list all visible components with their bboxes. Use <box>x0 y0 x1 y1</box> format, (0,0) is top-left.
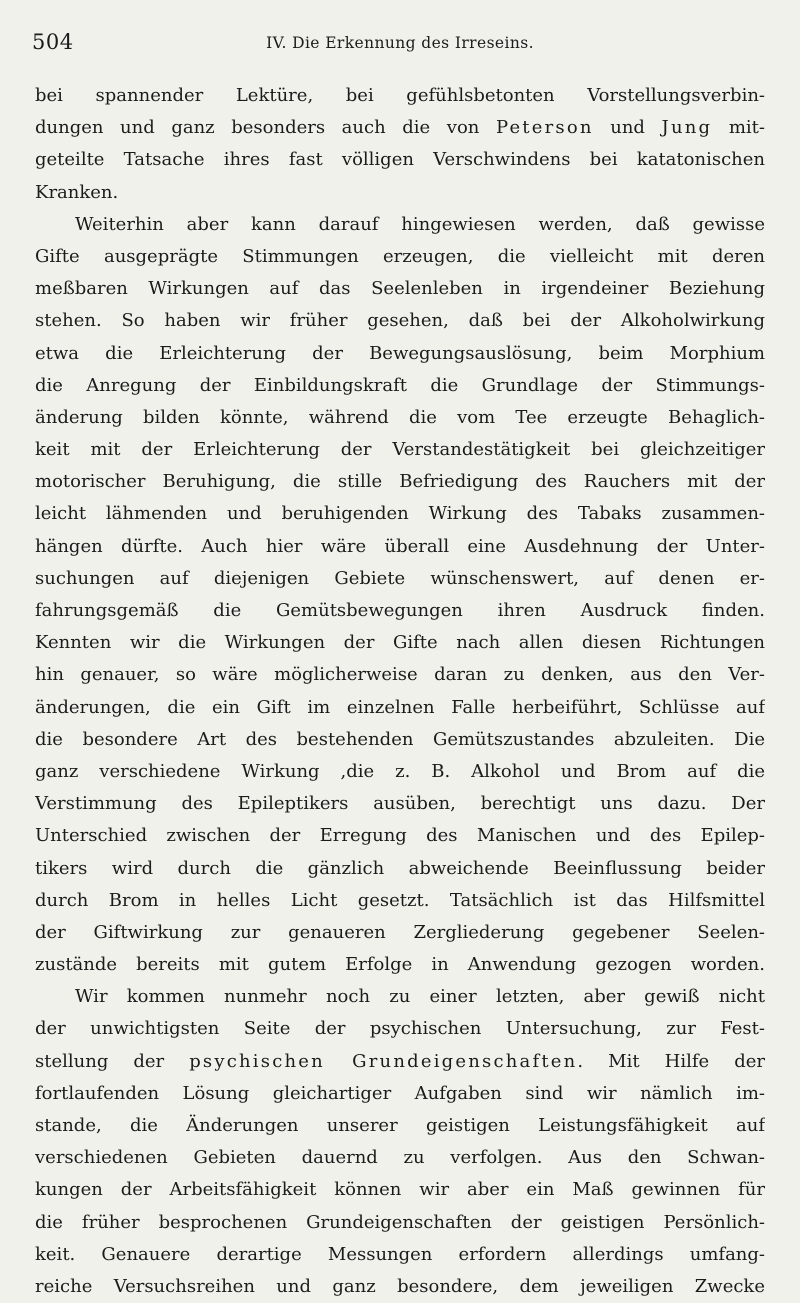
text-line: kungen der Arbeitsfähigkeit können wir aber ein Maß gewinnen für <box>35 1179 765 1201</box>
text-line: Verstimmung des Epileptikers ausüben, berechtigt uns dazu. Der <box>35 793 765 815</box>
text-line: bei spannender Lektüre, bei gefühlsbetonten Vorstellungsverbin- <box>35 85 765 106</box>
text-line: änderung bilden könnte, während die vom Tee erzeugte Behaglich- <box>35 406 765 428</box>
text-line: Gifte ausgeprägte Stimmungen erzeugen, die vielleicht mit deren <box>35 245 765 267</box>
text-line: durch Brom in helles Licht gesetzt. Tatsächlich ist das Hilfsmittel <box>35 889 765 911</box>
text-line-with-term: stellung der psychischen Grundeigenschaften. Mit Hilfe der <box>35 1050 765 1072</box>
text-line: die früher besprochenen Grundeigenschaften der geistigen Persönlich- <box>35 1211 765 1233</box>
text-line: tikers wird durch die gänzlich abweichende Beeinflussung beider <box>35 857 765 879</box>
text-line: reiche Versuchsreihen und ganz besondere, dem jeweiligen Zwecke <box>35 1275 765 1297</box>
text-line: der unwichtigsten Seite der psychischen Untersuchung, zur Fest- <box>35 1018 765 1040</box>
text-line: die Anregung der Einbildungskraft die Grundlage der Stimmungs- <box>35 374 765 396</box>
paragraph-start: Wir kommen nunmehr noch zu einer letzten, aber gewiß nicht <box>75 986 765 1008</box>
page-header <box>32 30 768 60</box>
author-name-peterson: Peterson <box>495 117 594 139</box>
emphasized-term: psychischen Grundeigenschaften <box>189 1050 578 1072</box>
author-name-jung: Jung <box>661 117 713 139</box>
text-line: der Giftwirkung zur genaueren Zergliederung gegebener Seelen- <box>35 921 765 943</box>
text-line: zustände bereits mit gutem Erfolge in Anwendung gezogen worden. <box>35 954 765 976</box>
text-line: stande, die Änderungen unserer geistigen Leistungsfähigkeit auf <box>35 1115 765 1136</box>
text-line: hängen dürfte. Auch hier wäre überall eine Ausdehnung der Unter- <box>35 535 765 557</box>
text-line: hin genauer, so wäre möglicherweise daran zu denken, aus den Ver- <box>35 664 765 686</box>
text-line: keit mit der Erleichterung der Verstandestätigkeit bei gleichzeitiger <box>35 439 765 461</box>
text-line: Kennten wir die Wirkungen der Gifte nach allen diesen Richtungen <box>35 632 765 654</box>
text-line: etwa die Erleichterung der Bewegungsauslösung, beim Morphium <box>35 342 765 364</box>
text-line: motorischer Beruhigung, die stille Befriedigung des Rauchers mit der <box>35 471 765 493</box>
text-line: Unterschied zwischen der Erregung des Manischen und des Epilep- <box>35 825 765 847</box>
text-line: verschiedenen Gebieten dauernd zu verfolgen. Aus den Schwan- <box>35 1147 765 1169</box>
running-head: IV. Die Erkennung des Irreseins. <box>266 34 534 52</box>
page-number: 504 <box>32 30 74 54</box>
text-line: suchungen auf diejenigen Gebiete wünschenswert, auf denen er- <box>35 567 765 589</box>
text-line: ganz verschiedene Wirkung ,die z. B. Alkohol und Brom auf die <box>35 760 765 782</box>
text-line: keit. Genauere derartige Messungen erfordern allerdings umfang- <box>35 1243 765 1265</box>
text-line: leicht lähmenden und beruhigenden Wirkung des Tabaks zusammen- <box>35 503 765 525</box>
text-line: geteilte Tatsache ihres fast völligen Verschwindens bei katatonischen <box>35 149 765 171</box>
text-line: Kranken. <box>35 181 119 203</box>
paragraph-start: Weiterhin aber kann darauf hingewiesen werden, daß gewisse <box>75 213 765 235</box>
body-text <box>35 80 765 1303</box>
text-line: änderungen, die ein Gift im einzelnen Falle herbeiführt, Schlüsse auf <box>35 696 765 718</box>
text-line: stehen. So haben wir früher gesehen, daß bei der Alkoholwirkung <box>35 310 765 332</box>
text-line: fahrungsgemäß die Gemütsbewegungen ihren Ausdruck finden. <box>35 600 765 621</box>
text-line: meßbaren Wirkungen auf das Seelenleben in irgendeiner Beziehung <box>35 278 765 300</box>
text-line-with-names: dungen und ganz besonders auch die von Peterson und Jung mit- <box>35 117 765 139</box>
text-line: fortlaufenden Lösung gleichartiger Aufgaben sind wir nämlich im- <box>35 1082 765 1104</box>
text-line: die besondere Art des bestehenden Gemütszustandes abzuleiten. Die <box>35 728 765 750</box>
